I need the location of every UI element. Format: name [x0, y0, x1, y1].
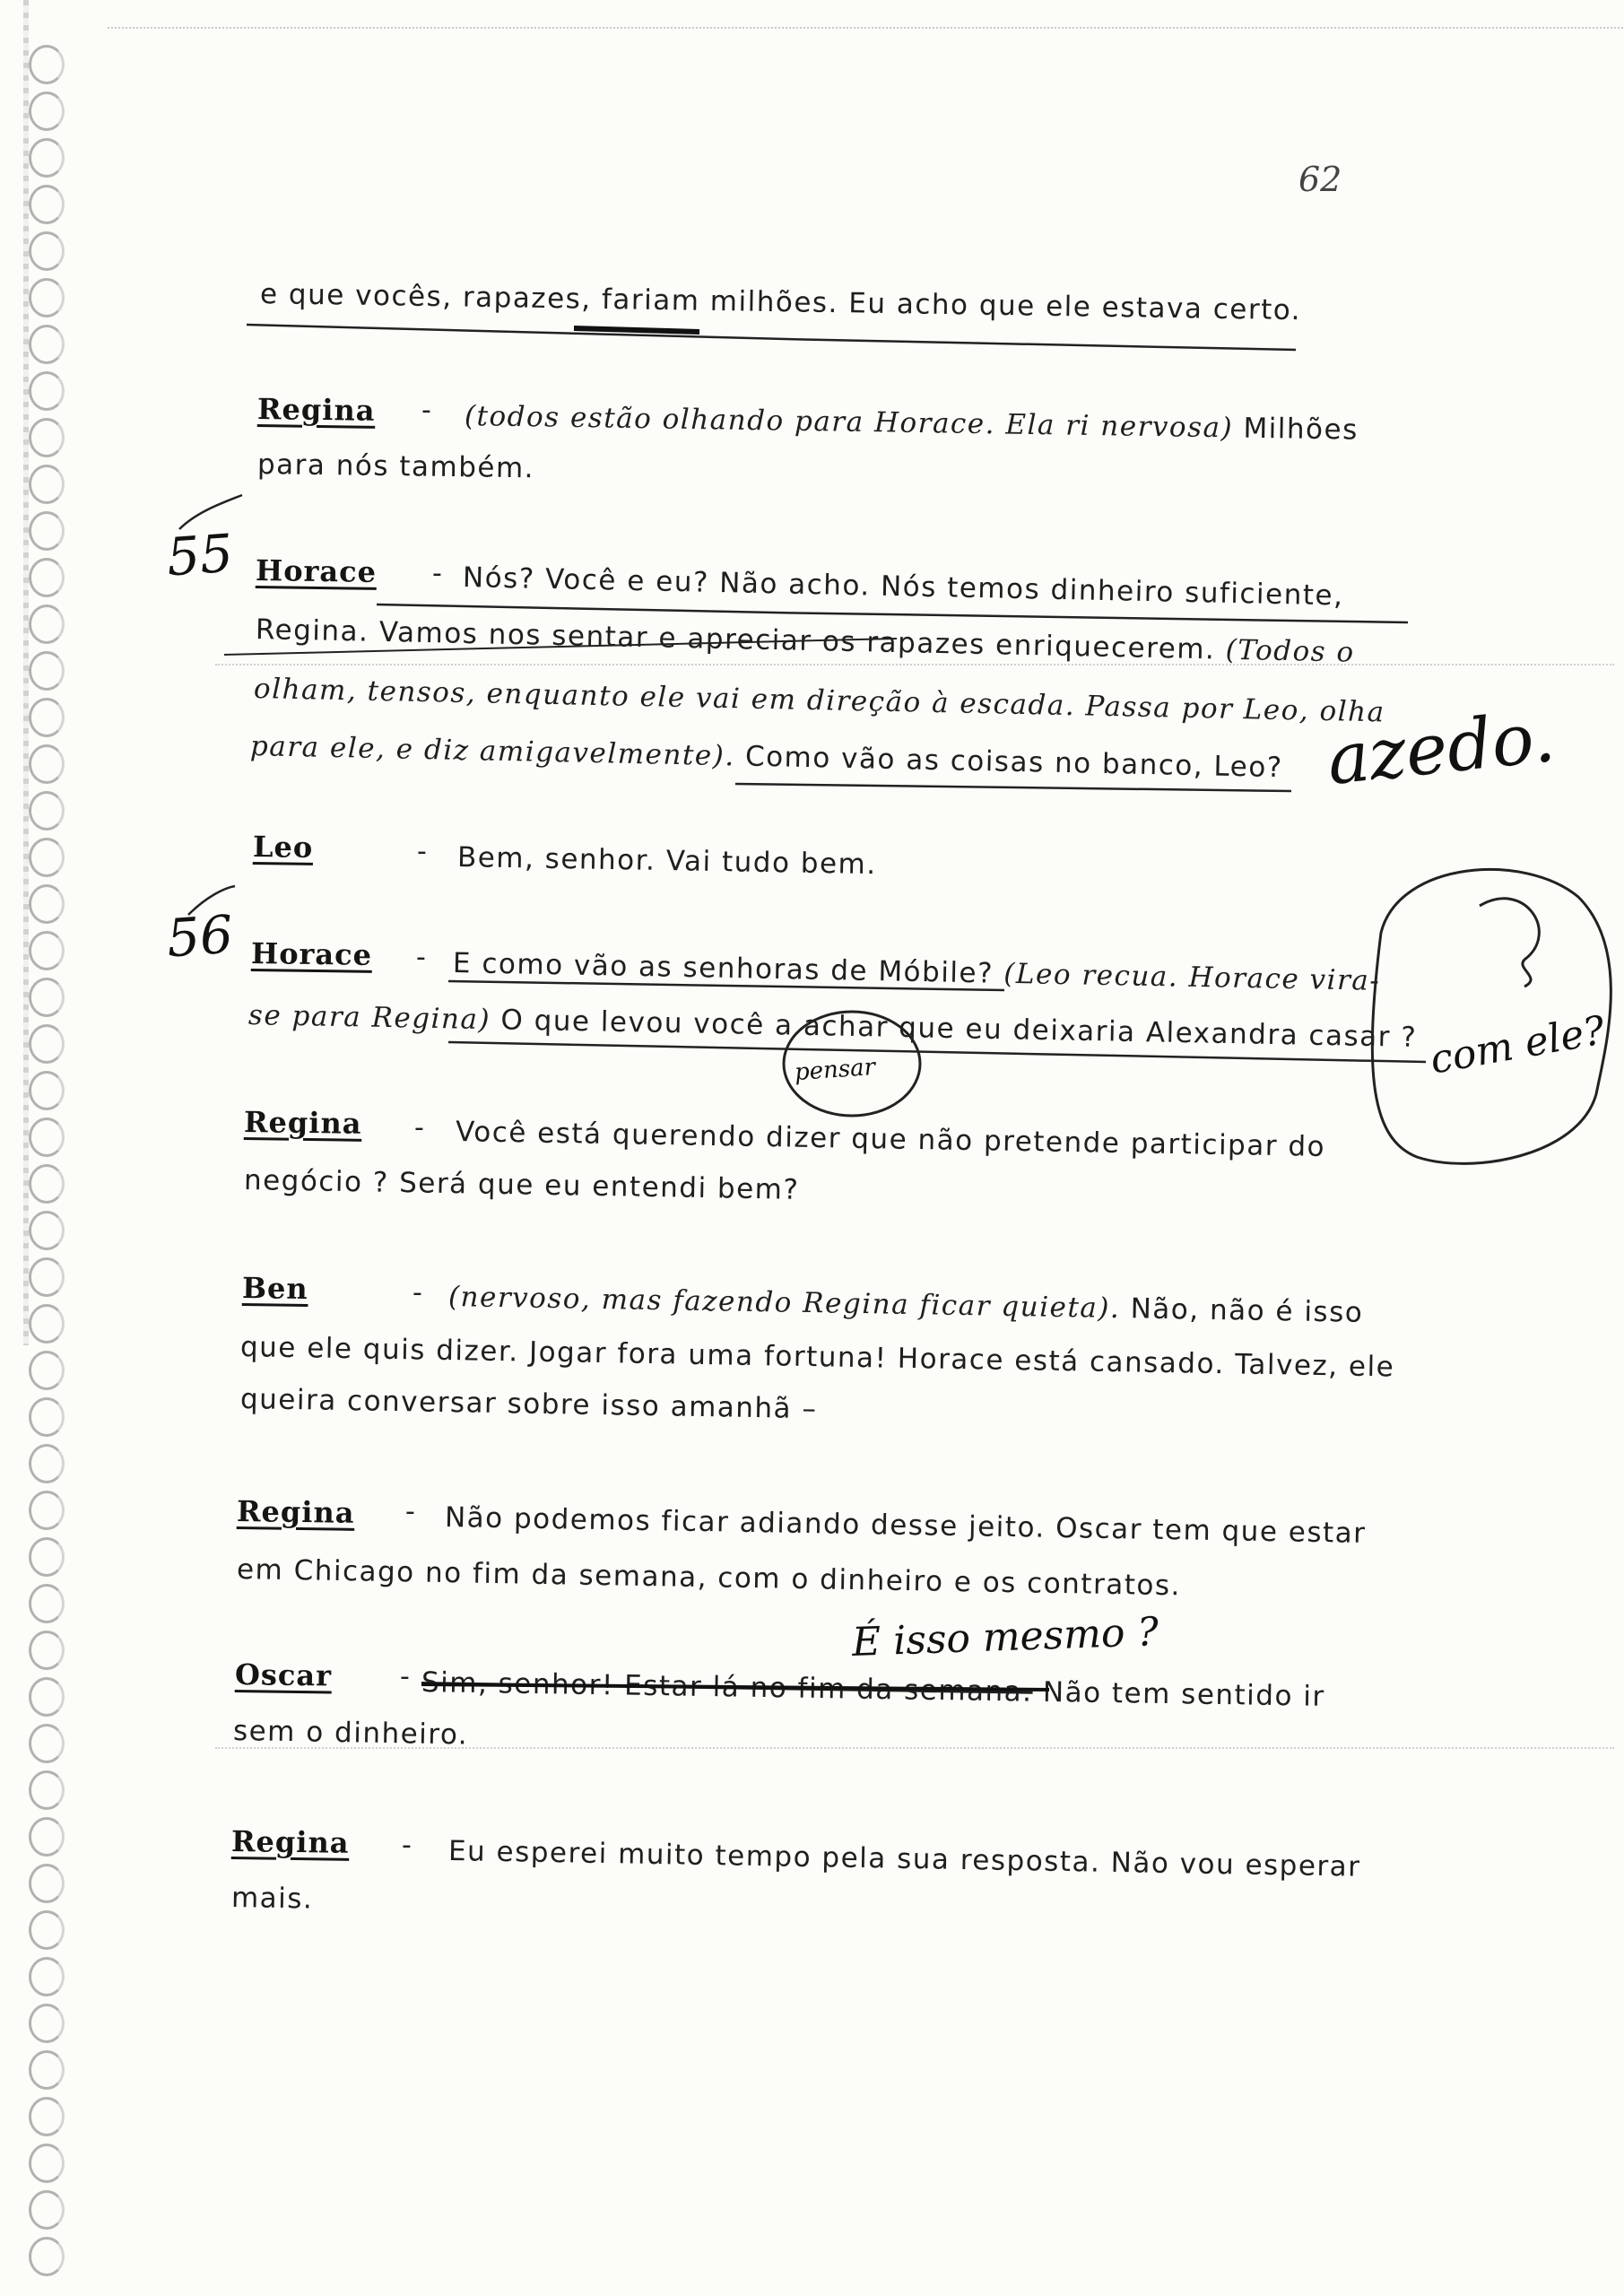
binding-hole-icon	[29, 2004, 65, 2043]
binding-hole-icon	[29, 2144, 65, 2183]
speaker-name: Horace	[250, 936, 373, 972]
binding-hole-icon	[29, 91, 65, 131]
binding-hole-icon	[29, 791, 65, 831]
binding-hole-icon	[29, 1631, 65, 1670]
binding-hole-icon	[29, 185, 65, 224]
binding-hole-icon	[29, 1770, 65, 1810]
dialogue-line	[250, 730, 1283, 784]
binding-hole-icon	[29, 278, 65, 317]
stage-direction: para ele, e diz amigavelmente).	[249, 730, 736, 773]
binding-hole-icon	[29, 1024, 65, 1064]
binding-hole-icon	[29, 231, 65, 271]
binding-hole-icon	[29, 1211, 65, 1250]
stage-direction: (nervoso, mas fazendo Regina ficar quieta).	[447, 1281, 1121, 1326]
dialogue-line: negócio ? Será que eu entendi bem?	[243, 1164, 800, 1206]
binding-hole-icon	[29, 1864, 65, 1903]
speaker-dash: -	[417, 836, 427, 867]
binding-hole-icon	[29, 931, 65, 970]
binding-hole-icon	[29, 884, 65, 924]
stage-direction: (todos estão olhando para Horace. Ela ri nervosa)	[464, 400, 1234, 445]
binding-hole-icon	[29, 371, 65, 411]
binding-hole-icon	[29, 1537, 65, 1577]
dialogue-text: Milhões	[1243, 412, 1359, 447]
speaker-name: Regina	[236, 1494, 355, 1530]
dialogue-line	[421, 1666, 1325, 1713]
dialogue-text: E como vão as senhoras de Móbile?	[452, 947, 994, 990]
script-line: e que vocês, rapazes, fariam milhões. Eu acho que ele estava certo.	[259, 278, 1302, 327]
binding-hole-icon	[29, 651, 65, 691]
page-number: 62	[1298, 160, 1342, 199]
binding-hole-icon	[29, 698, 65, 737]
stage-direction: (Leo recua. Horace vira-	[1003, 957, 1381, 997]
binding-hole-icon	[29, 1397, 65, 1437]
dialogue-line	[256, 613, 1355, 669]
dialogue-line	[448, 1281, 1364, 1329]
binding-hole-icon	[29, 325, 65, 364]
dialogue-line: Não podemos ficar adiando desse jeito. Oscar tem que estar	[444, 1501, 1367, 1550]
binding-hole-icon	[29, 1164, 65, 1204]
binding-hole-icon	[29, 418, 65, 457]
binding-hole-icon	[29, 511, 65, 551]
dialogue-text: O que levou você a achar que eu deixaria Alexandra casar ?	[500, 1004, 1418, 1055]
binding-hole-icon	[29, 1910, 65, 1950]
stage-direction: se para Regina)	[248, 999, 491, 1037]
dialogue-line	[453, 947, 1381, 997]
margin-mark-2: 56	[164, 903, 236, 970]
scan-fold-line	[215, 664, 1614, 665]
dialogue-line: sem o dinheiro.	[232, 1715, 469, 1752]
handwritten-com-ele: com ele?	[1427, 1007, 1609, 1083]
struck-text: Sim, senhor! Estar lá no fim da semana.	[421, 1666, 1033, 1709]
speaker-dash: -	[432, 558, 442, 589]
dialogue-line: Eu esperei muito tempo pela sua resposta. Não vou esperar	[447, 1835, 1361, 1883]
binding-hole-icon	[29, 604, 65, 644]
binding-hole-icon	[29, 558, 65, 597]
binding-hole-icon	[29, 1257, 65, 1297]
dialogue-text: Como vão as coisas no banco, Leo?	[744, 740, 1284, 785]
speaker-dash: -	[416, 942, 426, 973]
speaker-dash: -	[405, 1496, 415, 1527]
speaker-name: Leo	[252, 830, 314, 865]
binding-hole-icon	[29, 1491, 65, 1530]
speaker-name: Ben	[241, 1271, 308, 1307]
speaker-dash: -	[400, 1661, 410, 1692]
binding-hole-icon	[29, 978, 65, 1017]
dialogue-line: Nós? Você e eu? Não acho. Nós temos dinheiro suficiente,	[462, 561, 1344, 613]
binding-hole-icon	[29, 1817, 65, 1857]
dialogue-line: em Chicago no fim da semana, com o dinheiro e os contratos.	[236, 1553, 1182, 1603]
binding-hole-icon	[29, 1444, 65, 1483]
binding-hole-icon	[29, 2097, 65, 2136]
speaker-name: Oscar	[234, 1657, 333, 1693]
binding-hole-icon	[29, 45, 65, 84]
speaker-dash: -	[402, 1830, 412, 1861]
dialogue-line: que ele quis dizer. Jogar fora uma fortuna! Horace está cansado. Talvez, ele	[239, 1331, 1395, 1384]
dialogue-line: queira conversar sobre isso amanhã –	[239, 1383, 818, 1426]
scan-top-edge	[108, 27, 1623, 30]
stage-direction-line	[465, 400, 1359, 447]
dialogue-line: mais.	[230, 1882, 314, 1916]
handwritten-azedo: azedo.	[1323, 696, 1559, 802]
speaker-dash: -	[421, 395, 431, 426]
dialogue-line: para nós também.	[256, 448, 535, 485]
binding-hole-icon	[29, 1118, 65, 1157]
binding-hole-icon	[29, 2050, 65, 2090]
speaker-dash: -	[413, 1277, 422, 1309]
stage-direction: (Todos o	[1225, 633, 1356, 669]
binding-hole-icon	[29, 138, 65, 178]
binding-hole-icon	[29, 465, 65, 504]
handwritten-note: É isso mesmo ?	[851, 1609, 1159, 1665]
binding-hole-icon	[29, 1957, 65, 1996]
binding-hole-icon	[29, 838, 65, 877]
speaker-dash: -	[414, 1112, 424, 1144]
dialogue-line: Bem, senhor. Vai tudo bem.	[456, 841, 877, 882]
stage-direction-line: olham, tensos, enquanto ele vai em direção à escada. Passa por Leo, olha	[253, 673, 1385, 729]
binding-hole-icon	[29, 1584, 65, 1623]
spiral-binding	[16, 0, 88, 2296]
margin-mark-1: 55	[164, 522, 236, 588]
dialogue-line	[248, 999, 1418, 1054]
binding-hole-icon	[29, 1304, 65, 1344]
binding-hole-icon	[29, 1351, 65, 1390]
dialogue-text: Não, não é isso	[1130, 1292, 1364, 1329]
binding-hole-icon	[29, 1071, 65, 1110]
binding-hole-icon	[29, 744, 65, 784]
handwritten-pensar: pensar	[794, 1053, 876, 1087]
binding-hole-icon	[29, 1677, 65, 1717]
dialogue-line: Você está querendo dizer que não pretende participar do	[455, 1116, 1326, 1163]
speaker-name: Regina	[230, 1824, 350, 1860]
speaker-name: Horace	[255, 553, 378, 589]
binding-hole-icon	[29, 2237, 65, 2276]
dialogue-text: Regina. Vamos nos sentar e apreciar os rapazes enriquecerem.	[255, 613, 1216, 666]
speaker-name: Regina	[243, 1105, 362, 1141]
binding-hole-icon	[29, 2190, 65, 2230]
dialogue-text: Não tem sentido ir	[1042, 1675, 1325, 1713]
binding-hole-icon	[29, 1724, 65, 1763]
speaker-name: Regina	[256, 392, 376, 428]
